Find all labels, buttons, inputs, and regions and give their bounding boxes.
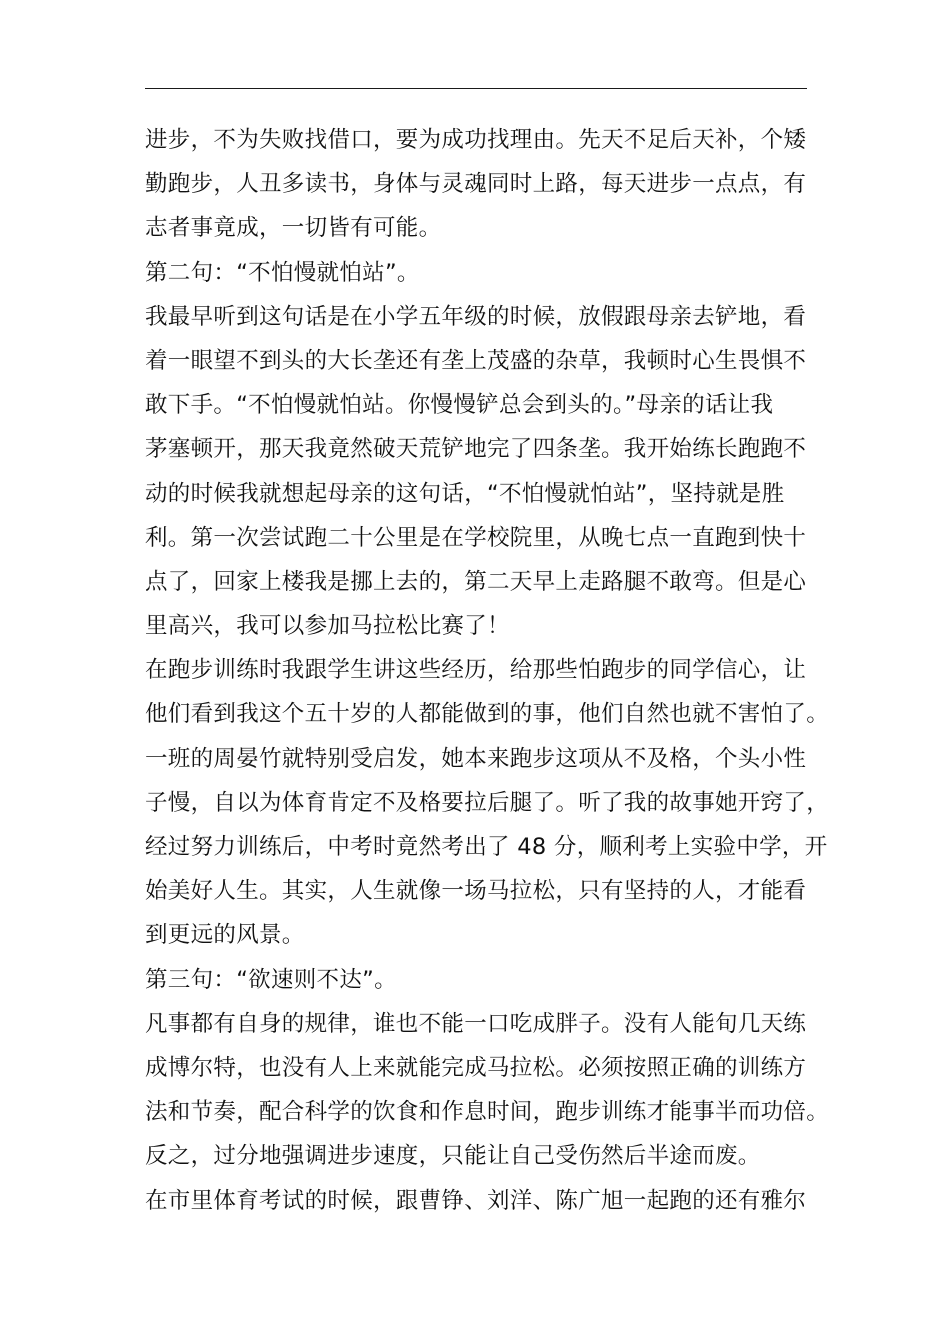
text-line: 他们看到我这个五十岁的人都能做到的事，他们自然也就不害怕了。 [145,701,830,728]
text-line: 我最早听到这句话是在小学五年级的时候，放假跟母亲去铲地，看 [145,303,807,330]
text-line: 志者事竟成，一切皆有可能。 [145,215,442,242]
section-heading-3: 第三句：“欲速则不达”。 [145,966,397,993]
body-text [145,118,830,1223]
text-line: 利。第一次尝试跑二十公里是在学校院里，从晚七点一直跑到快十 [145,524,807,551]
text-line: 凡事都有自身的规律，谁也不能一口吃成胖子。没有人能旬几天练 [145,1010,807,1037]
text-line: 在跑步训练时我跟学生讲这些经历，给那些怕跑步的同学信心，让 [145,657,807,684]
text-line: 茅塞顿开，那天我竟然破天荒铲地完了四条垄。我开始练长跑跑不 [145,436,807,463]
text-line: 一班的周晏竹就特别受启发，她本来跑步这项从不及格，个头小性 [145,745,807,772]
text-line: 着一眼望不到头的大长垄还有垄上茂盛的杂草，我顿时心生畏惧不 [145,347,807,374]
text-line: 进步，不为失败找借口，要为成功找理由。先天不足后天补，个矮 [145,127,807,153]
text-line: 敢下手。“不怕慢就怕站。你慢慢铲总会到头的。”母亲的话让我 [145,392,774,419]
text-line: 法和节奏，配合科学的饮食和作息时间，跑步训练才能事半而功倍。 [145,1099,830,1126]
header-rule [145,88,807,89]
text-line: 勤跑步，人丑多读书，身体与灵魂同时上路，每天进步一点点，有 [145,171,807,198]
section-heading-2: 第二句：“不怕慢就怕站”。 [145,259,420,286]
text-line: 在市里体育考试的时候，跟曹铮、刘洋、陈广旭一起跑的还有雅尔 [145,1187,807,1214]
text-line: 始美好人生。其实，人生就像一场马拉松，只有坚持的人，才能看 [145,878,807,905]
text-line: 里高兴，我可以参加马拉松比赛了！ [145,613,510,640]
text-line: 反之，过分地强调进步速度，只能让自己受伤然后半途而废。 [145,1143,761,1170]
text-line: 成博尔特，也没有人上来就能完成马拉松。必须按照正确的训练方 [145,1054,807,1081]
text-line: 点了，回家上楼我是挪上去的，第二天早上走路腿不敢弯。但是心 [145,568,807,595]
text-line: 子慢，自以为体育肯定不及格要拉后腿了。听了我的故事她开窍了， [145,789,830,816]
text-line: 经过努力训练后，中考时竟然考出了 48 分，顺利考上实验中学，开 [145,834,828,860]
text-line: 动的时候我就想起母亲的这句话，“不怕慢就怕站”，坚持就是胜 [145,480,785,507]
text-line: 到更远的风景。 [145,922,305,949]
